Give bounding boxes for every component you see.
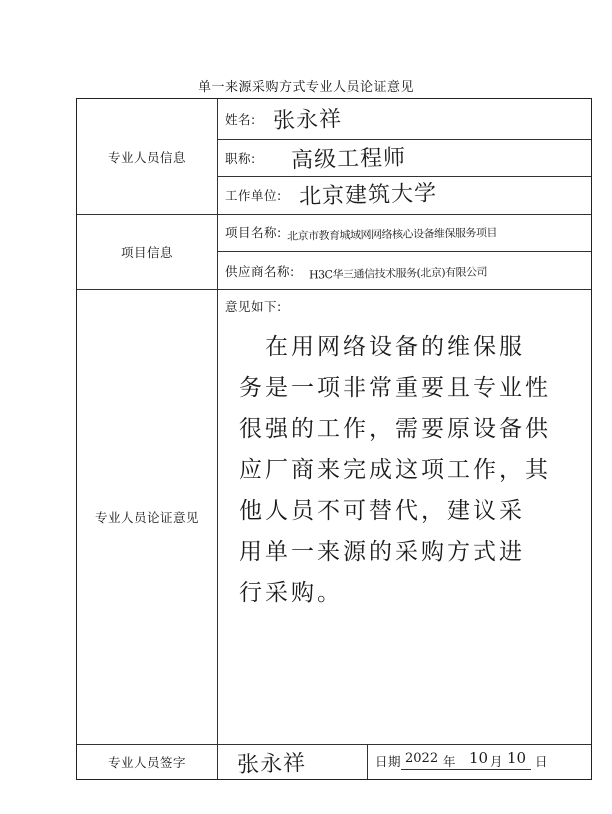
title-label: 职称: <box>225 151 256 166</box>
opinion-line: 应厂商来完成这项工作，其 <box>239 457 551 483</box>
section-project-info: 项目信息 <box>120 244 173 260</box>
section-signature: 专业人员签字 <box>107 754 186 770</box>
date-month: 10 <box>469 749 489 767</box>
opinion-line: 在用网络设备的维保服 <box>239 334 525 360</box>
date-day-unit: 日 <box>535 754 549 769</box>
project-value: 北京市教育城域网网络核心设备维保服务项目 <box>286 226 498 243</box>
opinion-line: 用单一来源的采购方式进 <box>239 539 525 565</box>
title-value: 高级工程师 <box>290 145 407 174</box>
project-label: 项目名称: <box>225 225 282 240</box>
date-year-unit: 年 <box>443 754 457 769</box>
opinion-line: 很强的工作，需要原设备供 <box>239 416 551 442</box>
column-divider <box>217 99 218 779</box>
opinion-text <box>239 327 585 614</box>
date-day: 10 <box>507 749 527 767</box>
date-underline <box>401 769 531 770</box>
form-title: 单一来源采购方式专业人员论证意见 <box>197 80 414 95</box>
supplier-label: 供应商名称: <box>225 264 295 279</box>
section-personnel-info: 专业人员信息 <box>107 149 186 165</box>
opinion-label: 意见如下: <box>225 299 282 314</box>
date-month-unit: 月 <box>490 754 504 769</box>
supplier-value: H3C华三通信技术服务(北京)有限公司 <box>308 265 488 282</box>
opinion-form <box>76 98 592 780</box>
date-divider <box>367 744 368 779</box>
row-divider <box>217 251 591 252</box>
opinion-line: 行采购。 <box>239 580 343 606</box>
opinion-line: 务是一项非常重要且专业性 <box>239 375 551 401</box>
unit-value: 北京建筑大学 <box>298 181 438 210</box>
name-label: 姓名: <box>225 112 256 127</box>
name-value: 张永祥 <box>272 107 343 134</box>
unit-label: 工作单位: <box>225 188 282 203</box>
opinion-line: 他人员不可替代，建议采 <box>239 498 525 524</box>
date-label: 日期 <box>375 754 402 769</box>
section-opinion: 专业人员论证意见 <box>94 509 199 525</box>
signature-value: 张永祥 <box>236 751 307 778</box>
date-year: 2022 <box>405 751 439 766</box>
